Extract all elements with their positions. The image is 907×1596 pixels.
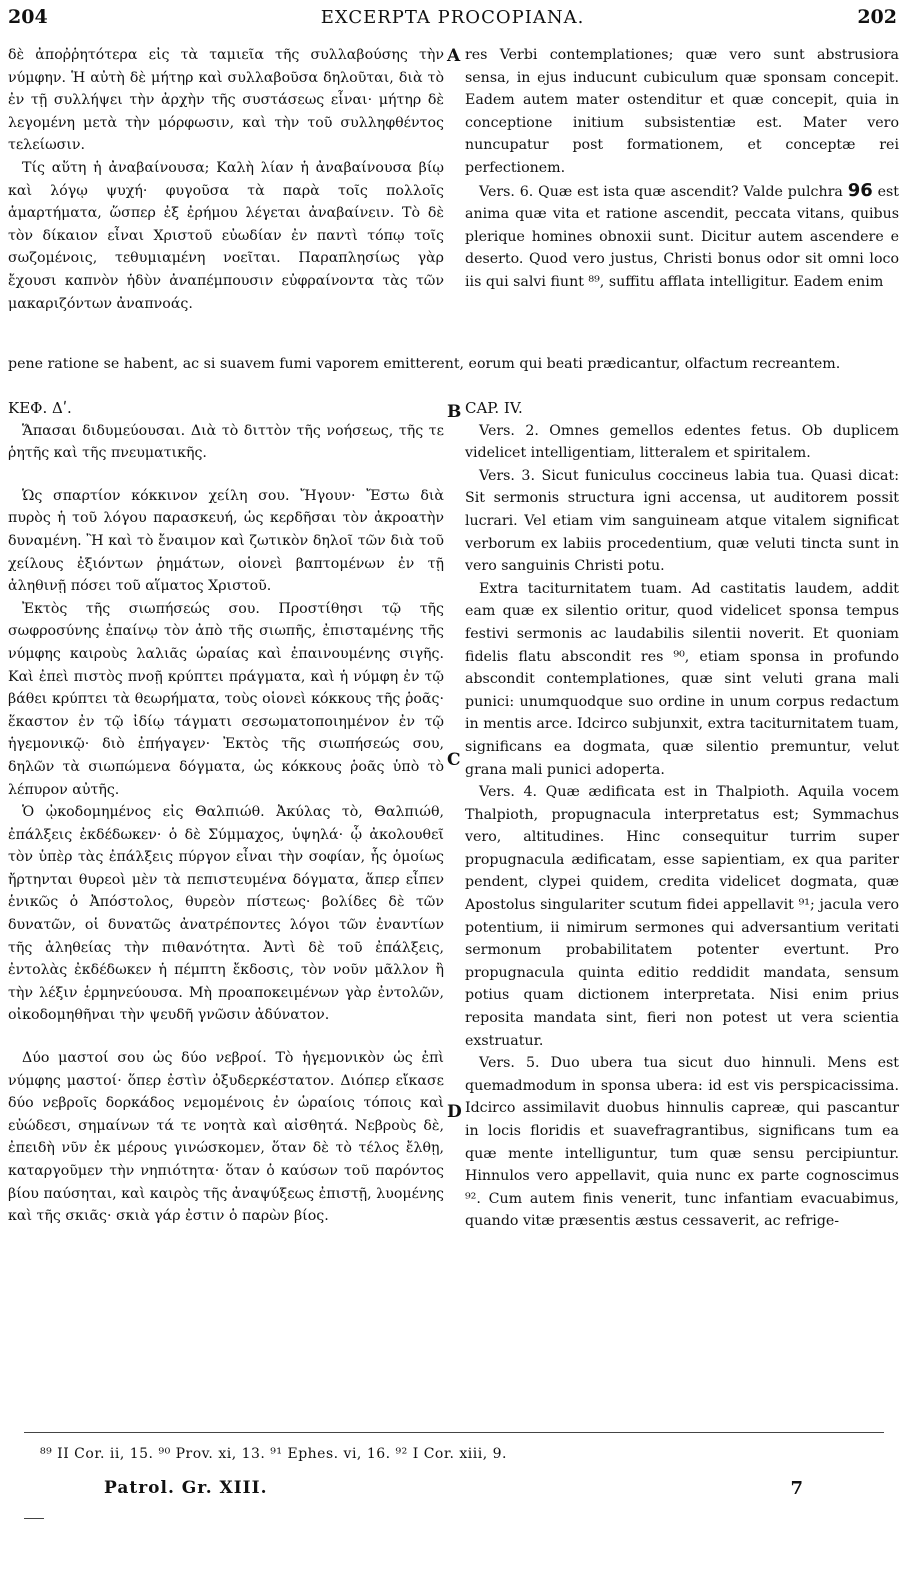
latin-paragraph: Vers. 3. Sicut funiculus coccineus labia tua. Quasi dicat: Sit sermonis structura igni accensa, ut auditorem possit lucrari. Vel etiam vim sanguineam atque vitalem significat verborum ex labiis procedentium, quæ veluti tincta sunt in vero sanguinis Christi potu. [465, 467, 899, 575]
latin-paragraph: res Verbi contemplationes; quæ vero sunt abstrusiora sensa, in ejus inducunt cubiculum quæ sponsam concepit. Eadem autem mater ostenditur et quæ concepit, quia in conceptione initium subsistentiæ est. Mater vero nuncupatur post formationem, et conceptæ rei perfectionem. [465, 47, 899, 176]
latin-column-main [465, 397, 899, 1233]
column-number-badge: 96 [847, 179, 873, 201]
greek-paragraph: Ἐκτὸς τῆς σιωπήσεώς σου. Προστίθησι τῷ τῆς σωφροσύνης ἐπαίνῳ τὸν ἀπὸ τῆς σιωπῆς, ἐπισταμένης τῆς νύμφης καιροὺς λαλιᾶς ὡραίας καὶ ἐπαινουμένης σιγῆς. Καὶ ἐπεὶ πιστὸς πνοῇ κρύπτει πράγματα, καὶ ἡ νύμφη ἐν τῷ βάθει κρύπτει τὰ θεωρήματα, τοὺς οἱονεὶ κόκκους τῆς ῥοᾶς· ἕκαστον ἐν τῷ ἰδίῳ τάγματι σεσωματοποιημένον ἐν τῷ ἡγεμονικῷ· διὸ ἐπήγαγεν· Ἐκτὸς τῆς σιωπήσεώς σου, δηλῶν τὰ σιωπώμενα δόγματα, ὡς κόκκους ῥοᾶς ὑπὸ τὸ λέπυρον αὐτῆς. [8, 600, 444, 798]
latin-paragraph: Vers. 5. Duo ubera tua sicut duo hinnuli. Mens est quemadmodum in sponsa ubera: id est vis perspicacissima. Idcirco assimilavit duobus hinnulis capreæ, qui pascantur in locis floridis et suavefragrantibus, significans tum ea quæ mente intelliguntur, tum quæ sensu percipiuntur. Hinnulos vero appellavit, quia nunc ex parte cognoscimus ⁹². Cum autem finis venerit, tunc infantiam evacuabimus, quando vitæ præsentis æstus cessaverit, ac refrige- [465, 1055, 899, 1230]
greek-column-main [8, 397, 444, 1228]
greek-paragraph: Ὡς σπαρτίον κόκκινον χείλη σου. Ἤγουν· Ἔστω διὰ πυρὸς ἡ τοῦ λόγου παρασκευή, ὡς κερδῆσαι τὸν ἀκροατὴν δυναμένη. Ἢ καὶ τὸ ἔναιμον καὶ ζωτικὸν δηλοῖ τῶν διὰ τοῦ χείλους ἐξιόντων ῥημάτων, οἱονεὶ βαπτομένων ἐν τῇ ἀληθινῇ πόσει τοῦ αἵματος Χριστοῦ. [8, 487, 444, 595]
volume-signature: Patrol. Gr. XIII. [104, 1478, 268, 1498]
column-marker-d: D [447, 1102, 462, 1122]
left-page-number: 204 [8, 6, 48, 28]
column-marker-b: B [447, 402, 462, 422]
greek-paragraph: δὲ ἀποῤῥητότερα εἰς τὰ ταμιεῖα τῆς συλλαβούσης τὴν νύμφην. Ἡ αὐτὴ δὲ μήτηρ καὶ συλλαβοῦσα δηλοῦται, διὰ τὸ ἐν τῇ συλλήψει τὴν ἀρχὴν τῆς συστάσεως εἶναι· μήτηρ δὲ λεγομένη μετὰ τὴν μόρφωσιν, καὶ τὴν τοῦ συλληφθέντος τελείωσιν. [8, 47, 444, 154]
latin-continuation: pene ratione se habent, ac si suavem fumi vaporem emitterent, eorum qui beati prædicantur, olfactum recreantem. [8, 356, 841, 372]
running-title: EXCERPTA PROCOPIANA. [320, 7, 585, 28]
column-marker-c: C [447, 750, 461, 770]
right-page-number: 202 [857, 6, 897, 28]
greek-paragraph: Ἅπασαι διδυμεύουσαι. Διὰ τὸ διττὸν τῆς νοήσεως, τῆς τε ῥητῆς καὶ τῆς πνευματικῆς. [8, 422, 444, 462]
latin-paragraph [465, 180, 899, 294]
latin-verse-intro: Vers. 6. Quæ est ista quæ ascendit? Valde pulchra [479, 183, 843, 200]
sheet-number: 7 [790, 1478, 803, 1499]
greek-column-top [8, 44, 444, 315]
column-marker-a: A [447, 46, 461, 66]
greek-paragraph: Τίς αὕτη ἡ ἀναβαίνουσα; Καλὴ λίαν ἡ ἀναβαίνουσα βίῳ καὶ λόγῳ ψυχή· φυγοῦσα τὰ παρὰ τοῖς πολλοῖς ἁμαρτήματα, ὥσπερ ἐξ ἐρήμου λέγεται ἀναβαίνειν. Τὸ δὲ τὸν δίκαιον εἶναι Χριστοῦ εὐωδίαν ἐν παντὶ τόπῳ τοῖς σωζομένοις, τεθυμιαμένη νοεῖται. Παραπλησίως γὰρ ἔχουσι καπνὸν ἡδὺν ἀναπέμπουσιν εὐφραίνοντα τὰς τῶν μακαριζόντων ἀναπνοάς. [8, 159, 444, 312]
latin-column-top [465, 44, 899, 294]
latin-paragraph: Vers. 4. Quæ ædificata est in Thalpioth. Aquila vocem Thalpioth, propugnacula interpretatus est; Symmachus vero, altitudines. Hinc consequitur turrim super propugnacula ædificatam, esse sapientiam, ex qua pariter pendent, clypei quidem, credita videlicet dogmata, quæ Apostolus singulariter scutum fidei appellavit ⁹¹; jacula vero potentium, ii nimirum sermones qui adversantium veritati sermonum probabilitatem potenter evertunt. Pro propugnacula quinta editio reddidit mandata, sensum potius quam dictionem interpretata. Nisi enim prius reposita mandata sint, fieri non potest ut vera scientia exstruatur. [465, 784, 899, 1049]
latin-paragraph: Vers. 2. Omnes gemellos edentes fetus. Ob duplicem videlicet intelligentiam, litteralem et spiritalem. [465, 422, 899, 462]
greek-chapter-heading: ΚΕΦ. Δʹ. [8, 399, 72, 417]
running-header [8, 6, 897, 34]
footer-dash [24, 1518, 44, 1519]
greek-paragraph: Δύο μαστοί σου ὡς δύο νεβροί. Τὸ ἡγεμονικὸν ὡς ἐπὶ νύμφης μαστοί· ὅπερ ἐστὶν ὀξυδερκέστατον. Διόπερ εἴκασε δύο νεβροῖς δορκάδος νεμομένοις ἐν ὡραίοις τόποις καὶ εὐώδεσι, σημαίνων τά τε νοητὰ καὶ αἰσθητά. Νεβροὺς δὲ, ἐπειδὴ νῦν ἐκ μέρους γινώσκομεν, ὅταν δὲ τὸ τέλος ἔλθῃ, καταργοῦμεν τὴν νηπιότητα· ὅταν ὁ καύσων τοῦ παρόντος βίου παύσηται, καὶ καιρὸς τῆς ἀναψύξεως ἐπιστῇ, λυομένης καὶ τῆς σκιᾶς· σκιὰ γάρ ἐστιν ὁ παρὼν βίος. [8, 1050, 444, 1225]
latin-paragraph: Extra taciturnitatem tuam. Ad castitatis laudem, addit eam quæ ex silentio oritur, quod videlicet sponsa tempus festivi sermonis ac laudabilis silentii noverit. Et quoniam fidelis flatu abscondit res ⁹⁰, etiam sponsa in profundo abscondit contemplationes, quæ sint veluti grana mali punici: unumquodque suo ordine in unum corpus redactum in mentis arce. Idcirco subjunxit, extra taciturnitatem tuam, significans ea dogmata, quæ silentio premuntur, velut grana mali punici adoperta. [465, 580, 899, 778]
footnotes: ⁸⁹ II Cor. ii, 15. ⁹⁰ Prov. xi, 13. ⁹¹ Ephes. vi, 16. ⁹² I Cor. xiii, 9. [40, 1446, 507, 1462]
full-width-continuation [8, 353, 899, 376]
latin-chapter-heading: CAP. IV. [465, 399, 523, 417]
greek-paragraph: Ὁ ᾠκοδομημένος εἰς Θαλπιώθ. Ἀκύλας τὸ, Θαλπιώθ, ἐπάλξεις ἐκδέδωκεν· ὁ δὲ Σύμμαχος, ὑψηλά· ᾧ ἀκολουθεῖ τὸν ὑπὲρ τὰς ἐπάλξεις πύργον εἶναι τὴν σοφίαν, ἧς ὁμοίως ἤρτηνται θυρεοὶ μὲν τὰ πεπιστευμένα δόγματα, ἅπερ εἶπεν ἑνικῶς ὁ Ἀπόστολος, θυρεὸν πίστεως· βολίδες δὲ τῶν δυνατῶν, οἱ δυνατῶς ἀνατρέποντες λόγοι τῶν ἐναντίων τῆς ἀληθείας τὴν πιθανότητα. Ἀντὶ δὲ τοῦ ἐπάλξεις, ἐντολὰς ἐκδέδωκεν ἡ πέμπτη ἔκδοσις, τὸν νοῦν μᾶλλον ἢ τὴν λέξιν ἑρμηνεύουσα. Μὴ προαποκειμένων γὰρ ἐντολῶν, οἰκοδομηθῆναι τὴν ψευδῆ γνῶσιν ἀδύνατον. [8, 804, 444, 1024]
latin-verse-rest: est anima quæ vita et ratione ascendit, peccata vitans, quibus plerique homines obnoxii sunt. Dicitur autem ascendere e deserto. Quod vero justus, Christi bonus odor sit omni loco iis qui salvi fiunt ⁸⁹, suffitu afflata intelligitur. Eadem enim [465, 183, 899, 290]
footnote-rule [24, 1432, 884, 1433]
